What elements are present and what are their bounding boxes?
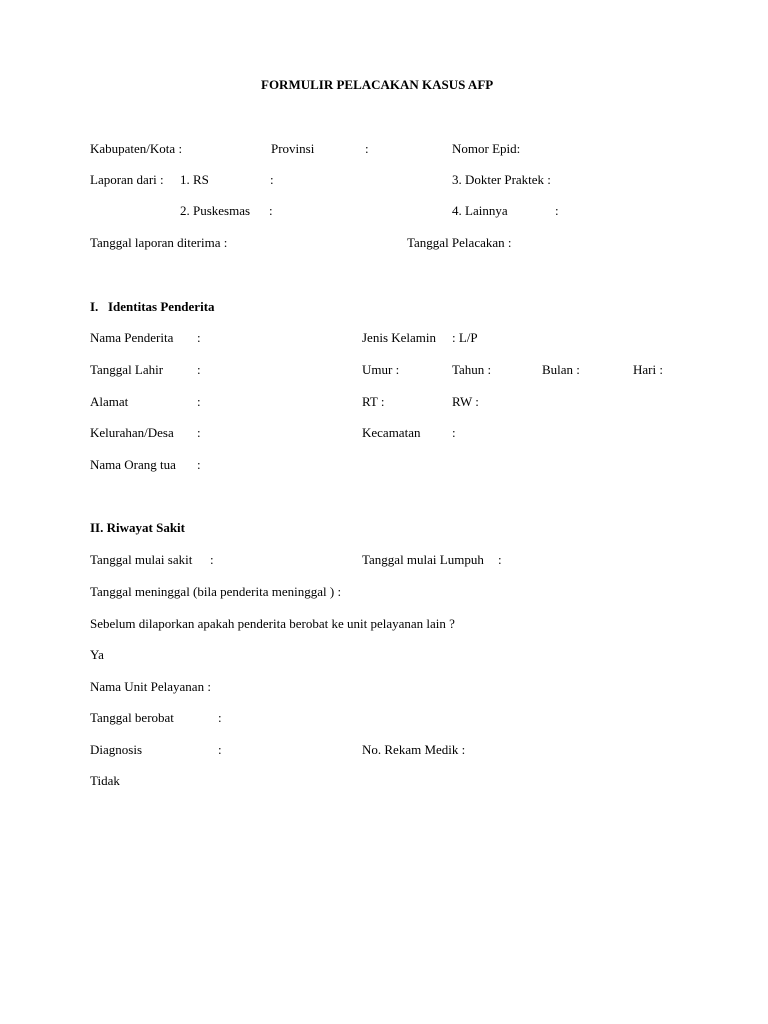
kabupaten-label: Kabupaten/Kota : — [90, 141, 183, 156]
kelurahan-label: Kelurahan/Desa — [90, 425, 174, 440]
section2-heading: II. Riwayat Sakit — [90, 520, 185, 535]
lainnya-colon: : — [555, 203, 559, 218]
section1-number: I. — [90, 299, 99, 314]
lainnya-label: 4. Lainnya — [452, 203, 508, 218]
rekam-medik-label: No. Rekam Medik : — [362, 742, 466, 757]
provinsi-label: Provinsi — [271, 141, 315, 156]
rw-label: RW : — [452, 394, 479, 409]
rs-colon: : — [270, 172, 274, 187]
puskesmas-label: 2. Puskesmas — [180, 203, 251, 218]
hari-label: Hari : — [633, 362, 663, 377]
tanggal-lahir-colon: : — [197, 362, 201, 377]
tanggal-laporan-label: Tanggal laporan diterima : — [90, 235, 228, 250]
option-tidak: Tidak — [90, 773, 120, 788]
kecamatan-colon: : — [452, 425, 456, 440]
umur-label: Umur : — [362, 362, 400, 377]
bulan-label: Bulan : — [542, 362, 580, 377]
option-ya: Ya — [90, 647, 104, 662]
tanggal-lahir-label: Tanggal Lahir — [90, 362, 164, 377]
tanggal-meninggal-label: Tanggal meninggal (bila penderita meninggal ) : — [90, 584, 342, 599]
nama-penderita-colon: : — [197, 330, 201, 345]
nomor-epid-label: Nomor Epid: — [452, 141, 521, 156]
nama-unit-pelayanan-label: Nama Unit Pelayanan : — [90, 679, 211, 694]
tanggal-mulai-lumpuh-colon: : — [498, 552, 502, 567]
tanggal-pelacakan-label: Tanggal Pelacakan : — [407, 235, 512, 250]
rs-label: 1. RS — [180, 172, 209, 187]
rt-label: RT : — [362, 394, 385, 409]
kelurahan-colon: : — [197, 425, 201, 440]
nama-orang-tua-colon: : — [197, 457, 201, 472]
puskesmas-colon: : — [269, 203, 273, 218]
berobat-question: Sebelum dilaporkan apakah penderita berobat ke unit pelayanan lain ? — [90, 616, 455, 631]
alamat-colon: : — [197, 394, 201, 409]
tanggal-berobat-colon: : — [218, 710, 222, 725]
tanggal-mulai-sakit-label: Tanggal mulai sakit — [90, 552, 193, 567]
tanggal-berobat-label: Tanggal berobat — [90, 710, 174, 725]
form-title: FORMULIR PELACAKAN KASUS AFP — [261, 77, 494, 92]
provinsi-colon: : — [365, 141, 369, 156]
tanggal-mulai-sakit-colon: : — [210, 552, 214, 567]
nama-orang-tua-label: Nama Orang tua — [90, 457, 176, 472]
dokter-praktek-label: 3. Dokter Praktek : — [452, 172, 551, 187]
diagnosis-colon: : — [218, 742, 222, 757]
tahun-label: Tahun : — [452, 362, 492, 377]
jenis-kelamin-label: Jenis Kelamin — [362, 330, 437, 345]
kecamatan-label: Kecamatan — [362, 425, 421, 440]
alamat-label: Alamat — [90, 394, 129, 409]
nama-penderita-label: Nama Penderita — [90, 330, 174, 345]
tanggal-mulai-lumpuh-label: Tanggal mulai Lumpuh — [362, 552, 484, 567]
jenis-kelamin-value: : L/P — [452, 330, 478, 345]
section1-heading: Identitas Penderita — [108, 299, 215, 314]
diagnosis-label: Diagnosis — [90, 742, 142, 757]
laporan-dari-label: Laporan dari : — [90, 172, 164, 187]
